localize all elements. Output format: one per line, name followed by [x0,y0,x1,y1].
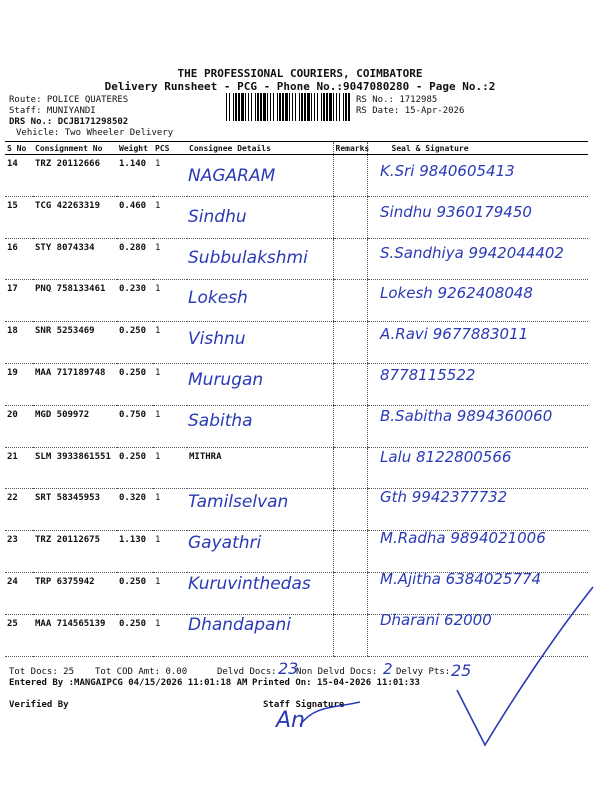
staff-label: Staff: MUNIYANDI [9,106,96,116]
cell-weight: 0.250 [117,572,153,614]
cell-pcs: 1 [153,322,187,364]
cell-consignment: TRZ 20112675 [33,531,117,573]
staff-signature-label: Staff Signature [263,700,345,710]
handwritten-signature: Lalu 8122800566 [380,447,512,466]
non-delivered-docs-label: Non Delvd Docs: [296,667,378,677]
handwritten-signature: B.Sabitha 9894360060 [380,406,553,425]
non-delivered-docs-handwritten: 2 [383,660,393,678]
cell-consignment: MAA 714565139 [33,614,117,656]
cell-consignment: SLM 3933861551 [33,447,117,489]
cell-pcs: 1 [153,363,187,405]
cell-sno: 15 [5,196,33,238]
cell-weight: 0.460 [117,196,153,238]
cell-remarks [333,447,367,489]
cell-weight: 0.750 [117,405,153,447]
cell-consignment: TRP 6375942 [33,572,117,614]
verified-by-label: Verified By [9,700,69,710]
cell-weight: 1.140 [117,155,153,197]
delivered-docs-handwritten: 23 [278,659,299,678]
cell-weight: 0.280 [117,238,153,280]
handwritten-consignee-name: Sabitha [188,410,253,431]
cell-weight: 0.250 [117,363,153,405]
cell-remarks [333,531,367,573]
cell-pcs: 1 [153,196,187,238]
cell-sno: 24 [5,572,33,614]
cell-pcs: 1 [153,614,187,656]
table-row [5,363,588,405]
handwritten-consignee-name: Sindhu [188,206,247,227]
cell-pcs: 1 [153,572,187,614]
handwritten-signature: M.Ajitha 6384025774 [380,570,542,588]
cell-remarks [333,405,367,447]
rs-date: RS Date: 15-Apr-2026 [356,106,465,116]
col-header-consignee: Consignee Details [187,142,333,155]
handwritten-consignee-name: Kuruvinthedas [188,574,311,594]
cell-remarks [333,196,367,238]
handwritten-consignee-name: Tamilselvan [188,492,289,513]
cell-weight: 0.250 [117,614,153,656]
col-header-sno: S No [5,142,33,155]
handwritten-signature: K.Sri 9840605413 [380,162,515,180]
cell-sno: 16 [5,238,33,280]
cell-remarks [333,238,367,280]
handwritten-consignee-name: Murugan [188,370,264,390]
cell-weight: 0.320 [117,489,153,531]
delivered-docs-label: Delvd Docs: [217,667,277,677]
cell-weight: 1.130 [117,531,153,573]
cell-sno: 23 [5,531,33,573]
handwritten-signature: Sindhu 9360179450 [380,202,532,221]
total-docs: Tot Docs: 25 [9,667,75,677]
cell-sno: 18 [5,322,33,364]
cell-consignment: SRT 58345953 [33,489,117,531]
handwritten-signature: Gth 9942377732 [380,488,508,507]
handwritten-consignee-name: Vishnu [188,329,246,350]
cell-remarks [333,322,367,364]
handwritten-consignee-name: Dhandapani [188,614,291,635]
cell-sno: 21 [5,447,33,489]
printed-on: Printed On: 15-04-2026 11:01:33 [252,678,420,688]
handwritten-signature: Dharani 62000 [380,610,492,629]
drs-number: DRS No.: DCJB171298502 [9,117,129,127]
check-mark-icon [455,585,595,750]
barcode-image [226,93,350,121]
handwritten-consignee-name: Gayathri [188,533,262,554]
cell-remarks [333,489,367,531]
cell-sno: 25 [5,614,33,656]
cell-pcs: 1 [153,155,187,197]
cell-remarks [333,614,367,656]
table-header-row [5,142,588,155]
handwritten-consignee-name: Lokesh [188,288,248,309]
cell-consignment: SNR 5253469 [33,322,117,364]
cell-pcs: 1 [153,531,187,573]
col-header-weight: Weight [117,142,153,155]
cell-remarks [333,572,367,614]
cell-sno: 19 [5,363,33,405]
handwritten-signature: 8778115522 [380,366,476,384]
cell-consignment: TCG 42263319 [33,196,117,238]
company-name: THE PROFESSIONAL COURIERS, COIMBATORE [177,67,423,80]
handwritten-signature: A.Ravi 9677883011 [380,325,529,344]
cell-pcs: 1 [153,447,187,489]
cell-consignment: MGD 509972 [33,405,117,447]
runsheet-title: Delivery Runsheet - PCG - Phone No.:9047080280 - Page No.:2 [104,80,496,93]
col-header-consignment: Consignment No [33,142,117,155]
cell-pcs: 1 [153,489,187,531]
entered-by: Entered By :MANGAIPCG 04/15/2026 11:01:18 AM [9,678,248,688]
cell-sno: 14 [5,155,33,197]
vehicle-label: Vehicle: Two Wheeler Delivery [16,128,174,138]
cell-weight: 0.230 [117,280,153,322]
cell-sno: 20 [5,405,33,447]
cell-consignment: MAA 717189748 [33,363,117,405]
col-header-seal: Seal & Signature [367,142,588,155]
staff-signature-scribble [265,700,365,740]
handwritten-signature: Lokesh 9262408048 [380,284,533,303]
cell-sno: 22 [5,489,33,531]
handwritten-signature: M.Radha 9894021006 [380,529,546,548]
delivery-points-label: Delvy Pts: [396,667,451,677]
handwritten-consignee-name: NAGARAM [188,166,276,186]
cell-consignment: STY 8074334 [33,238,117,280]
cell-weight: 0.250 [117,447,153,489]
route-label: Route: POLICE QUATERES [9,95,129,105]
col-header-pcs: PCS [153,142,187,155]
col-header-remarks: Remarks [333,142,367,155]
rs-number: RS No.: 1712985 [356,95,438,105]
cell-remarks [333,363,367,405]
delivery-points-handwritten: 25 [451,661,472,680]
handwritten-consignee-name: Subbulakshmi [188,247,308,268]
cell-consignee: MITHRA [187,447,333,489]
cell-remarks [333,155,367,197]
handwritten-signature: S.Sandhiya 9942044402 [380,243,564,262]
cell-remarks [333,280,367,322]
cell-weight: 0.250 [117,322,153,364]
total-cod: Tot COD Amt: 0.00 [95,667,188,677]
cell-consignment: PNQ 758133461 [33,280,117,322]
staff-signature-handwritten: An [276,708,305,733]
cell-consignment: TRZ 20112666 [33,155,117,197]
cell-pcs: 1 [153,280,187,322]
cell-pcs: 1 [153,238,187,280]
cell-pcs: 1 [153,405,187,447]
cell-sno: 17 [5,280,33,322]
